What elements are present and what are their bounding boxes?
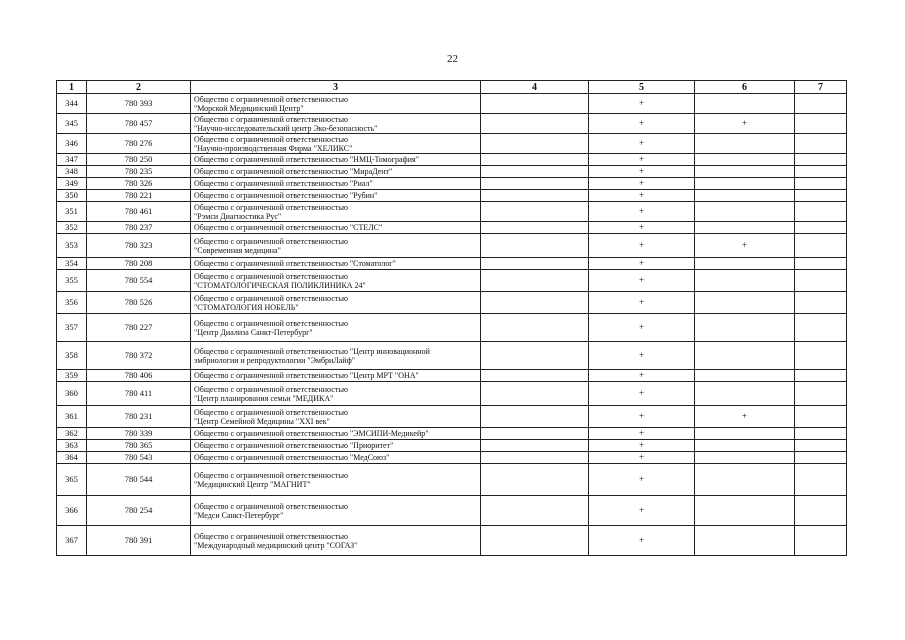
row-col-7 xyxy=(795,428,847,440)
organization-name-line: Общество с ограниченной ответственностью "МедСоюз" xyxy=(194,453,390,462)
organization-name-line: Общество с ограниченной ответственностью xyxy=(194,384,348,394)
row-col-7 xyxy=(795,342,847,370)
row-col-5: + xyxy=(589,178,695,190)
organization-name-line: Общество с ограниченной ответственностью "Рубин" xyxy=(194,191,378,200)
row-col-7 xyxy=(795,154,847,166)
row-col-5: + xyxy=(589,526,695,556)
row-col-7 xyxy=(795,370,847,382)
header-col-5: 5 xyxy=(589,81,695,94)
row-organization-name xyxy=(191,270,481,292)
row-col-6 xyxy=(695,134,795,154)
row-col-4 xyxy=(481,464,589,496)
organization-name-line: "Морской Медицинский Центр" xyxy=(194,103,304,113)
organization-name-line: эмбриологии и репродуктологии "ЭмбриЛайф" xyxy=(194,355,356,365)
row-code: 780 237 xyxy=(87,222,191,234)
table-row xyxy=(57,382,847,406)
row-col-5: + xyxy=(589,370,695,382)
table-row xyxy=(57,440,847,452)
row-col-4 xyxy=(481,406,589,428)
row-number: 350 xyxy=(57,190,87,202)
row-organization-name xyxy=(191,114,481,134)
row-number: 349 xyxy=(57,178,87,190)
table-row xyxy=(57,94,847,114)
row-number: 348 xyxy=(57,166,87,178)
row-col-5: + xyxy=(589,406,695,428)
row-organization-name xyxy=(191,134,481,154)
table-row xyxy=(57,292,847,314)
row-col-6 xyxy=(695,190,795,202)
header-row xyxy=(57,81,847,94)
row-col-5: + xyxy=(589,222,695,234)
organization-name-line: "Научно-исследовательский центр Эко-безопасность" xyxy=(194,123,378,133)
row-col-7 xyxy=(795,406,847,428)
row-col-5: + xyxy=(589,134,695,154)
row-col-5: + xyxy=(589,342,695,370)
row-organization-name xyxy=(191,154,481,166)
row-number: 358 xyxy=(57,342,87,370)
row-code: 780 250 xyxy=(87,154,191,166)
row-col-4 xyxy=(481,292,589,314)
header-col-2: 2 xyxy=(87,81,191,94)
table-row xyxy=(57,190,847,202)
row-col-4 xyxy=(481,258,589,270)
row-col-7 xyxy=(795,222,847,234)
row-col-6 xyxy=(695,370,795,382)
row-organization-name xyxy=(191,452,481,464)
organization-name-line: Общество с ограниченной ответственностью "Центр МРТ "ОНА" xyxy=(194,371,419,380)
row-organization-name xyxy=(191,166,481,178)
row-col-5: + xyxy=(589,190,695,202)
table-row xyxy=(57,134,847,154)
organization-name-line: "Центр Диализа Санкт-Петербург" xyxy=(194,327,313,337)
row-col-6: + xyxy=(695,406,795,428)
row-code: 780 543 xyxy=(87,452,191,464)
organization-name-line: Общество с ограниченной ответственностью "МираДент" xyxy=(194,167,393,176)
row-col-4 xyxy=(481,526,589,556)
table-row xyxy=(57,166,847,178)
row-col-7 xyxy=(795,258,847,270)
row-code: 780 544 xyxy=(87,464,191,496)
row-col-5: + xyxy=(589,202,695,222)
organization-name-line: Общество с ограниченной ответственностью xyxy=(194,114,348,124)
row-col-5: + xyxy=(589,270,695,292)
row-organization-name xyxy=(191,496,481,526)
row-col-4 xyxy=(481,234,589,258)
row-number: 363 xyxy=(57,440,87,452)
row-organization-name xyxy=(191,428,481,440)
row-number: 356 xyxy=(57,292,87,314)
row-organization-name xyxy=(191,222,481,234)
row-col-5: + xyxy=(589,166,695,178)
organization-name-line: Общество с ограниченной ответственностью "СТЕЛС" xyxy=(194,223,383,232)
row-code: 780 411 xyxy=(87,382,191,406)
organization-name-line: Общество с ограниченной ответственностью xyxy=(194,202,348,212)
row-col-5: + xyxy=(589,292,695,314)
organization-name-line: "Медицинский Центр "МАГНИТ" xyxy=(194,479,311,489)
row-number: 351 xyxy=(57,202,87,222)
row-col-5: + xyxy=(589,258,695,270)
table-row xyxy=(57,370,847,382)
row-code: 780 208 xyxy=(87,258,191,270)
organization-name-line: "Современная медицина" xyxy=(194,245,281,255)
row-number: 345 xyxy=(57,114,87,134)
row-col-4 xyxy=(481,314,589,342)
header-col-3: 3 xyxy=(191,81,481,94)
row-col-6 xyxy=(695,222,795,234)
row-organization-name xyxy=(191,178,481,190)
organization-name-line: Общество с ограниченной ответственностью xyxy=(194,531,348,541)
row-number: 365 xyxy=(57,464,87,496)
row-code: 780 393 xyxy=(87,94,191,114)
row-organization-name xyxy=(191,440,481,452)
row-code: 780 326 xyxy=(87,178,191,190)
row-code: 780 235 xyxy=(87,166,191,178)
row-col-6 xyxy=(695,154,795,166)
row-number: 354 xyxy=(57,258,87,270)
table-row xyxy=(57,270,847,292)
organization-name-line: Общество с ограниченной ответственностью xyxy=(194,470,348,480)
organization-name-line: Общество с ограниченной ответственностью "ЭМСИПИ-Медикейр" xyxy=(194,429,429,438)
table-row xyxy=(57,222,847,234)
row-col-4 xyxy=(481,154,589,166)
row-col-4 xyxy=(481,222,589,234)
row-col-5: + xyxy=(589,464,695,496)
organization-name-line: Общество с ограниченной ответственностью xyxy=(194,318,348,328)
organization-name-line: "Центр Семейной Медицины "XXI век" xyxy=(194,416,330,426)
row-col-7 xyxy=(795,94,847,114)
table-row xyxy=(57,452,847,464)
table-row xyxy=(57,526,847,556)
row-col-5: + xyxy=(589,496,695,526)
row-col-5: + xyxy=(589,154,695,166)
row-organization-name xyxy=(191,314,481,342)
organization-name-line: "Международный медицинский центр "СОГАЗ" xyxy=(194,540,358,550)
row-col-4 xyxy=(481,270,589,292)
table-row xyxy=(57,258,847,270)
row-col-6 xyxy=(695,202,795,222)
organization-name-line: "СТОМАТОЛОГИЧЕСКАЯ ПОЛИКЛИНИКА 24" xyxy=(194,280,366,290)
row-code: 780 254 xyxy=(87,496,191,526)
row-col-6 xyxy=(695,428,795,440)
row-col-5: + xyxy=(589,382,695,406)
row-number: 367 xyxy=(57,526,87,556)
row-col-6 xyxy=(695,258,795,270)
row-number: 364 xyxy=(57,452,87,464)
row-col-6 xyxy=(695,314,795,342)
row-col-6 xyxy=(695,382,795,406)
row-col-4 xyxy=(481,428,589,440)
row-col-6 xyxy=(695,496,795,526)
row-col-7 xyxy=(795,292,847,314)
table-row xyxy=(57,314,847,342)
row-col-7 xyxy=(795,314,847,342)
row-col-6 xyxy=(695,452,795,464)
row-code: 780 372 xyxy=(87,342,191,370)
row-organization-name xyxy=(191,234,481,258)
row-col-6 xyxy=(695,178,795,190)
row-col-6 xyxy=(695,464,795,496)
row-col-6: + xyxy=(695,234,795,258)
row-col-7 xyxy=(795,234,847,258)
organization-name-line: "СТОМАТОЛОГИЯ НОБЕЛЬ" xyxy=(194,302,299,312)
page-number: 22 xyxy=(447,53,458,65)
row-col-7 xyxy=(795,134,847,154)
row-organization-name xyxy=(191,202,481,222)
header-col-7: 7 xyxy=(795,81,847,94)
row-col-6 xyxy=(695,526,795,556)
table-row xyxy=(57,234,847,258)
row-col-5: + xyxy=(589,440,695,452)
row-col-7 xyxy=(795,464,847,496)
row-number: 357 xyxy=(57,314,87,342)
row-col-7 xyxy=(795,114,847,134)
row-col-7 xyxy=(795,178,847,190)
row-col-7 xyxy=(795,496,847,526)
row-number: 360 xyxy=(57,382,87,406)
row-code: 780 227 xyxy=(87,314,191,342)
row-number: 352 xyxy=(57,222,87,234)
row-number: 366 xyxy=(57,496,87,526)
row-col-4 xyxy=(481,178,589,190)
row-col-5: + xyxy=(589,314,695,342)
row-col-6: + xyxy=(695,114,795,134)
row-col-5: + xyxy=(589,94,695,114)
row-number: 359 xyxy=(57,370,87,382)
row-organization-name xyxy=(191,342,481,370)
row-col-4 xyxy=(481,134,589,154)
row-organization-name xyxy=(191,258,481,270)
row-col-6 xyxy=(695,292,795,314)
row-col-5: + xyxy=(589,428,695,440)
row-col-4 xyxy=(481,190,589,202)
row-number: 355 xyxy=(57,270,87,292)
organization-name-line: Общество с ограниченной ответственностью "НМЦ-Томография" xyxy=(194,155,419,164)
row-code: 780 323 xyxy=(87,234,191,258)
row-organization-name xyxy=(191,382,481,406)
row-code: 780 276 xyxy=(87,134,191,154)
row-code: 780 461 xyxy=(87,202,191,222)
row-col-7 xyxy=(795,202,847,222)
row-col-7 xyxy=(795,526,847,556)
organization-name-line: Общество с ограниченной ответственностью "Центр инновационной xyxy=(194,346,430,356)
table-row xyxy=(57,114,847,134)
row-col-4 xyxy=(481,496,589,526)
organization-name-line: Общество с ограниченной ответственностью xyxy=(194,293,348,303)
row-col-4 xyxy=(481,342,589,370)
row-organization-name xyxy=(191,94,481,114)
row-col-7 xyxy=(795,166,847,178)
row-col-7 xyxy=(795,382,847,406)
organization-name-line: Общество с ограниченной ответственностью "Риал" xyxy=(194,179,373,188)
row-col-4 xyxy=(481,382,589,406)
row-col-6 xyxy=(695,270,795,292)
row-col-7 xyxy=(795,440,847,452)
row-col-4 xyxy=(481,452,589,464)
row-code: 780 406 xyxy=(87,370,191,382)
table-row xyxy=(57,464,847,496)
row-code: 780 554 xyxy=(87,270,191,292)
organization-name-line: "Медси Санкт-Петербург" xyxy=(194,510,284,520)
row-col-7 xyxy=(795,270,847,292)
registry-table xyxy=(56,80,847,556)
header-col-4: 4 xyxy=(481,81,589,94)
row-code: 780 365 xyxy=(87,440,191,452)
row-col-4 xyxy=(481,114,589,134)
row-code: 780 231 xyxy=(87,406,191,428)
organization-name-line: Общество с ограниченной ответственностью xyxy=(194,271,348,281)
table-row xyxy=(57,154,847,166)
row-number: 346 xyxy=(57,134,87,154)
row-col-4 xyxy=(481,202,589,222)
row-col-6 xyxy=(695,166,795,178)
row-col-7 xyxy=(795,452,847,464)
row-number: 353 xyxy=(57,234,87,258)
row-number: 361 xyxy=(57,406,87,428)
row-col-6 xyxy=(695,440,795,452)
organization-name-line: Общество с ограниченной ответственностью xyxy=(194,407,348,417)
row-col-5: + xyxy=(589,114,695,134)
row-organization-name xyxy=(191,526,481,556)
row-organization-name xyxy=(191,370,481,382)
header-col-6: 6 xyxy=(695,81,795,94)
row-code: 780 221 xyxy=(87,190,191,202)
organization-name-line: "Рэмси Диагностика Рус" xyxy=(194,211,282,221)
row-col-6 xyxy=(695,94,795,114)
organization-name-line: Общество с ограниченной ответственностью "Стоматолог" xyxy=(194,259,396,268)
organization-name-line: "Научно-производственная Фирма "ХЕЛИКС" xyxy=(194,143,353,153)
row-number: 344 xyxy=(57,94,87,114)
row-organization-name xyxy=(191,464,481,496)
organization-name-line: Общество с ограниченной ответственностью xyxy=(194,236,348,246)
table-row xyxy=(57,428,847,440)
row-code: 780 391 xyxy=(87,526,191,556)
row-organization-name xyxy=(191,406,481,428)
header-col-1: 1 xyxy=(57,81,87,94)
organization-name-line: "Центр планирования семьи "МЕДИКА" xyxy=(194,393,334,403)
row-col-5: + xyxy=(589,234,695,258)
table-row xyxy=(57,342,847,370)
row-number: 362 xyxy=(57,428,87,440)
table-row xyxy=(57,202,847,222)
table-row xyxy=(57,406,847,428)
organization-name-line: Общество с ограниченной ответственностью xyxy=(194,134,348,144)
row-col-5: + xyxy=(589,452,695,464)
table-row xyxy=(57,178,847,190)
row-code: 780 457 xyxy=(87,114,191,134)
row-organization-name xyxy=(191,292,481,314)
row-col-4 xyxy=(481,370,589,382)
organization-name-line: Общество с ограниченной ответственностью "Приоритет" xyxy=(194,441,394,450)
row-number: 347 xyxy=(57,154,87,166)
row-col-6 xyxy=(695,342,795,370)
row-col-7 xyxy=(795,190,847,202)
table-body xyxy=(57,94,847,556)
organization-name-line: Общество с ограниченной ответственностью xyxy=(194,501,348,511)
organization-name-line: Общество с ограниченной ответственностью xyxy=(194,94,348,104)
row-code: 780 339 xyxy=(87,428,191,440)
row-col-4 xyxy=(481,440,589,452)
row-organization-name xyxy=(191,190,481,202)
row-col-4 xyxy=(481,94,589,114)
table-row xyxy=(57,496,847,526)
row-col-4 xyxy=(481,166,589,178)
row-code: 780 526 xyxy=(87,292,191,314)
